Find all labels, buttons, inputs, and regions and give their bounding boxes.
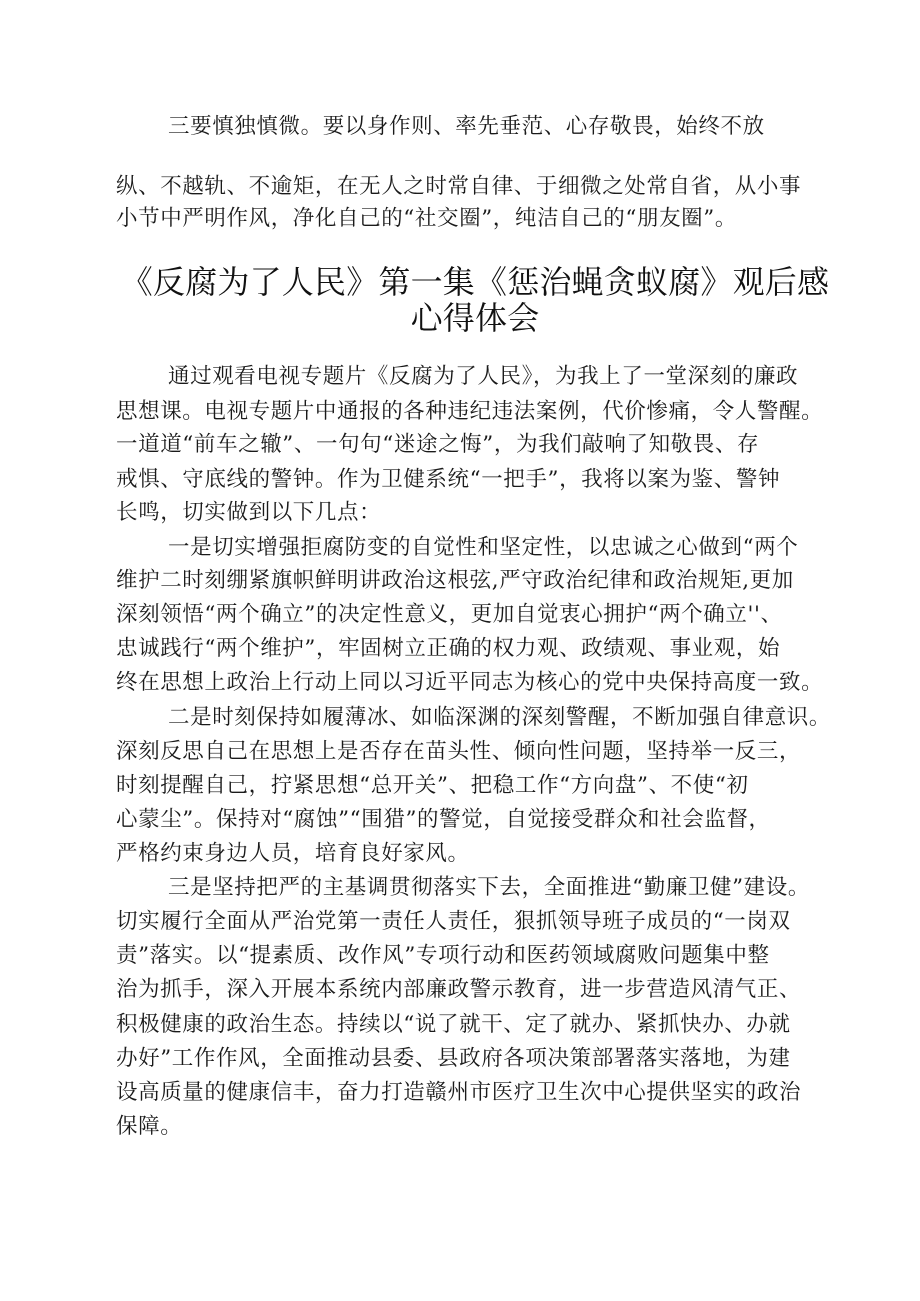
article-title-line-1: 《反腐为了人民》第一集《惩治蝇贪蚁腐》观后感 [120, 263, 830, 301]
p4-line-7: 设高质量的健康信丰，奋力打造赣州市医疗卫生次中心提供坚实的政治 [116, 1080, 802, 1105]
p2-line-5: 终在思想上政治上行动上同以习近平同志为核心的党中央保持高度一致。 [116, 670, 824, 695]
p2-line-4: 忠诚践行“两个维护”，牢固树立正确的权力观、政绩观、事业观，始 [116, 636, 781, 661]
article-title-line-2: 心得体会 [410, 299, 540, 337]
p1-line-4: 戒惧、守底线的警钟。作为卫健系统“一把手”，我将以案为鉴、警钟 [116, 467, 781, 492]
p4-line-4: 治为抓手，深入开展本系统内部廉政警示教育，进一步营造风清气正、 [116, 977, 802, 1002]
p3-line-1: 二是时刻保持如履薄冰、如临深渊的深刻警醒，不断加强自律意识。 [168, 705, 832, 730]
p2-line-3: 深刻领悟“两个确立”的决定性意义，更加自觉衷心拥护“两个确立''、 [116, 602, 783, 627]
p4-line-1: 三是坚持把严的主基调贯彻落实下去，全面推进“勤廉卫健”建设。 [168, 875, 810, 900]
p3-line-2: 深刻反思自己在思想上是否存在苗头性、倾向性问题，坚持举一反三， [116, 739, 802, 764]
p1-line-1: 通过观看电视专题片《反腐为了人民》，为我上了一堂深刻的廉政 [168, 364, 799, 389]
p4-line-6: 办好”工作作风，全面推动县委、县政府各项决策部署落实落地，为建 [116, 1046, 791, 1071]
p4-line-5: 积极健康的政治生态。持续以“说了就干、定了就办、紧抓快办、办就 [116, 1012, 791, 1037]
p3-line-5: 严格约束身边人员，培育良好家风。 [116, 841, 470, 866]
intro-line-1: 三要慎独慎微。要以身作则、率先垂范、心存敬畏，始终不放 [168, 114, 765, 139]
p2-line-1: 一是切实增强拒腐防变的自觉性和坚定性，以忠诚之心做到“两个 [168, 535, 799, 560]
intro-line-2: 纵、不越轨、不逾矩，在无人之时常自律、于细微之处常自省，从小事 [116, 174, 802, 199]
p1-line-3: 一道道“前车之辙”、一句句“迷途之悔”，为我们敲响了知敬畏、存 [116, 432, 760, 457]
p3-line-4: 心蒙尘”。保持对“腐蚀”“围猎”的警觉，自觉接受群众和社会监督， [116, 807, 771, 832]
p1-line-5: 长鸣，切实做到以下几点： [116, 500, 382, 525]
p3-line-3: 时刻提醒自己，拧紧思想“总开关”、把稳工作“方向盘”、不使“初 [116, 773, 749, 798]
p4-line-8: 保障。 [116, 1114, 183, 1139]
p4-line-3: 责”落实。以“提素质、改作风”专项行动和医药领域腐败问题集中整 [116, 943, 770, 968]
p4-line-2: 切实履行全面从严治党第一责任人责任，狠抓领导班子成员的“一岗双 [116, 909, 791, 934]
intro-line-3: 小节中严明作风，净化自己的“社交圈”，纯洁自己的“朋友圈”。 [116, 206, 737, 231]
p2-line-2: 维护二时刻绷紧旗帜鲜明讲政治这根弦,严守政治纪律和政治规矩,更加 [116, 568, 794, 593]
p1-line-2: 思想课。电视专题片中通报的各种违纪违法案例，代价惨痛，令人警醒。 [116, 399, 824, 424]
